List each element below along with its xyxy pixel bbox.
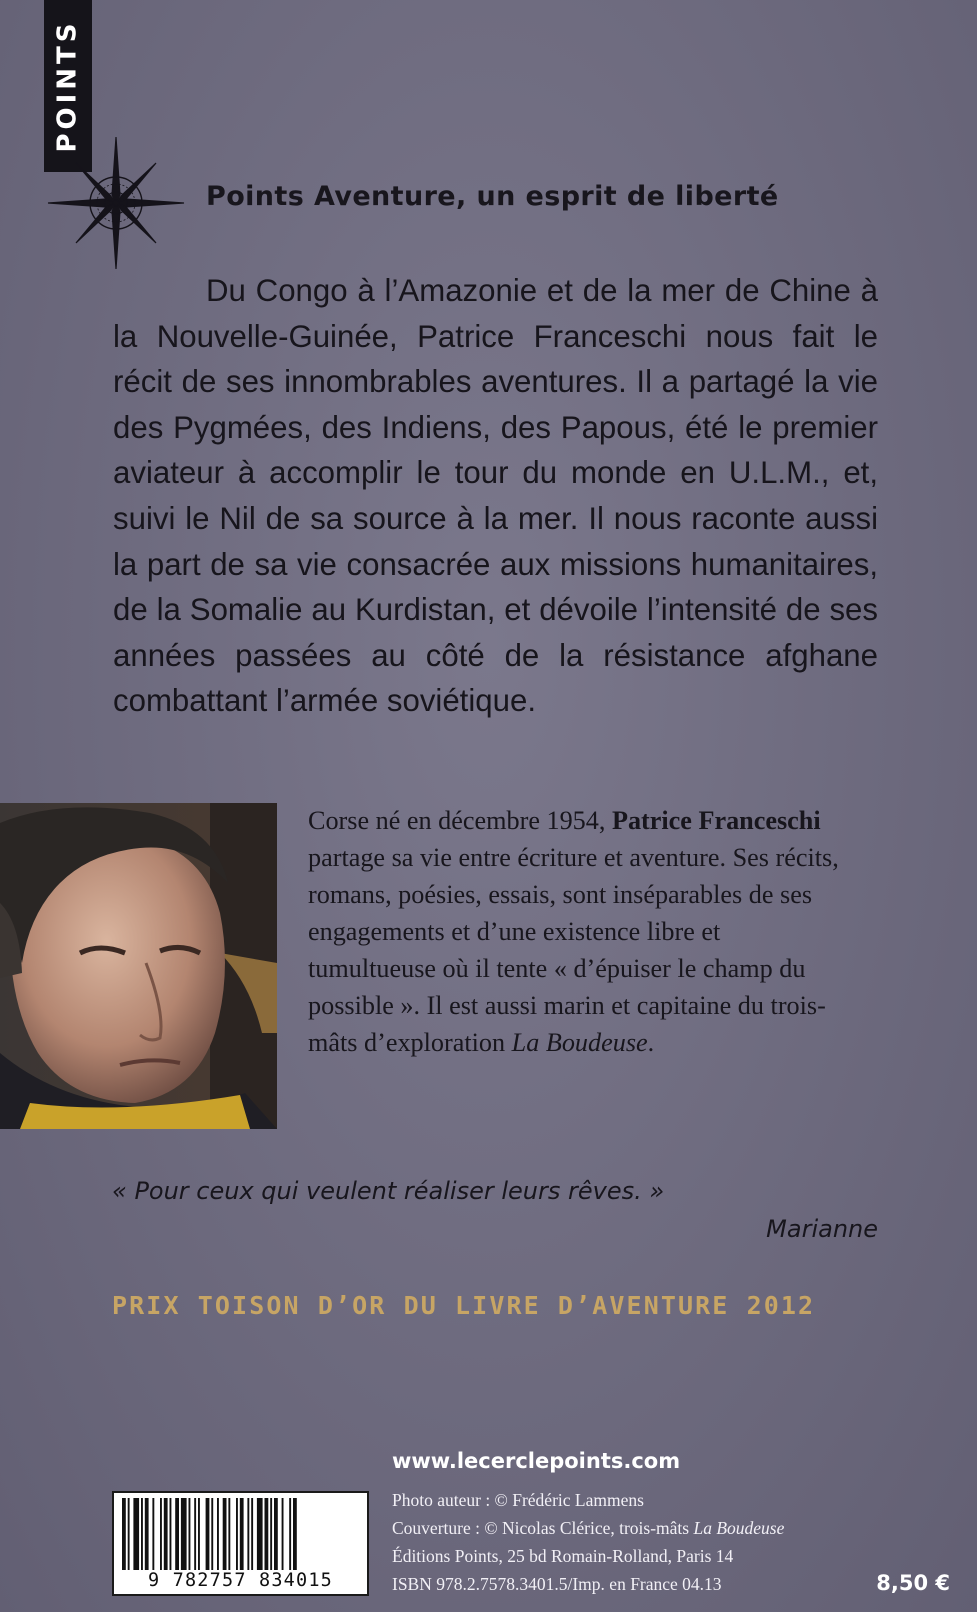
author-name: Patrice Franceschi (611, 806, 821, 835)
barcode-bar (194, 1498, 196, 1570)
collection-tagline: Points Aventure, un esprit de liberté (206, 181, 779, 212)
barcode-bar (206, 1498, 210, 1570)
award-line: PRIX TOISON D’OR DU LIVRE D’AVENTURE 2012 (112, 1291, 816, 1320)
barcode-bar (122, 1498, 126, 1570)
bio-body: partage sa vie entre écriture et aventure. Ses récits, romans, poésies, essais, sont inséparables de ses engagements et d’une existence libre et tumultueuse où il tente « d’épuiser le champ du possible ». Il est aussi marin et capitaine du trois-mâts d’exploration (308, 843, 839, 1057)
compass-rose-icon (46, 135, 186, 271)
barcode-bar (247, 1498, 249, 1570)
website-link[interactable]: www.lecerclepoints.com (392, 1449, 681, 1473)
barcode-bar (240, 1498, 244, 1570)
barcode-bar (181, 1498, 187, 1570)
barcode-bar (289, 1498, 291, 1570)
publisher-address: Éditions Points, 25 bd Romain-Rolland, Paris 14 (392, 1546, 734, 1566)
press-quote: « Pour ceux qui veulent réaliser leurs rêves. » (112, 1177, 665, 1205)
barcode-bar (128, 1498, 130, 1570)
barcode (112, 1491, 369, 1596)
publisher-logo-text: POINTS (53, 19, 83, 153)
barcode-bar (211, 1498, 213, 1570)
photo-credit: Photo auteur : © Frédéric Lammens (392, 1490, 644, 1510)
barcode-digits: 9 782757 834015 (147, 1570, 334, 1591)
barcode-bar (274, 1498, 278, 1570)
barcode-bar (145, 1498, 149, 1570)
barcode-bar (175, 1498, 179, 1570)
cover-credit (392, 1514, 784, 1542)
barcode-bar (265, 1498, 269, 1570)
barcode-bar (217, 1498, 219, 1570)
isbn-line: ISBN 978.2.7578.3401.5/Imp. en France 04.13 (392, 1574, 722, 1594)
author-portrait-photo (0, 803, 277, 1129)
bio-end: . (647, 1028, 655, 1057)
barcode-bar (257, 1498, 263, 1570)
synopsis: Du Congo à l’Amazonie et de la mer de Chine à la Nouvelle-Guinée, Patrice Franceschi nous fait le récit de ses innombrables aventures. Il a partagé la vie des Pygmées, des Indiens, des Papous, été le premier aviateur à accomplir le tour du monde en U.L.M., et, suivi le Nil de sa source à la mer. Il nous raconte aussi la part de sa vie consacrée aux missions humanitaires, de la Somalie au Kurdistan, et dévoile l’intensité de ses années passées au côté de la résistance afghane combattant l’armée soviétique. (113, 273, 878, 719)
cover-credit-ship: La Boudeuse (693, 1518, 785, 1538)
barcode-bar (223, 1498, 227, 1570)
author-bio (308, 802, 848, 1061)
quote-source: Marianne (766, 1215, 878, 1243)
barcode-bar (164, 1498, 168, 1570)
barcode-bar (152, 1498, 154, 1570)
barcode-bar (160, 1498, 162, 1570)
barcode-bar (293, 1498, 297, 1570)
ship-name: La Boudeuse (511, 1028, 648, 1057)
bio-intro: Corse né en décembre 1954, (308, 806, 612, 835)
barcode-bar (170, 1498, 172, 1570)
barcode-bar (251, 1498, 253, 1570)
barcode-bar (236, 1498, 238, 1570)
barcode-bar (189, 1498, 191, 1570)
barcode-bar (133, 1498, 139, 1570)
barcode-bar (198, 1498, 200, 1570)
barcode-bar (141, 1498, 143, 1570)
price: 8,50 € (876, 1571, 950, 1595)
barcode-bar (270, 1498, 272, 1570)
barcode-bar (282, 1498, 284, 1570)
barcode-bar (228, 1498, 230, 1570)
cover-credit-text: Couverture : © Nicolas Clérice, trois-mâts (392, 1518, 694, 1538)
credits (392, 1486, 784, 1598)
barcode-bars (120, 1498, 363, 1570)
